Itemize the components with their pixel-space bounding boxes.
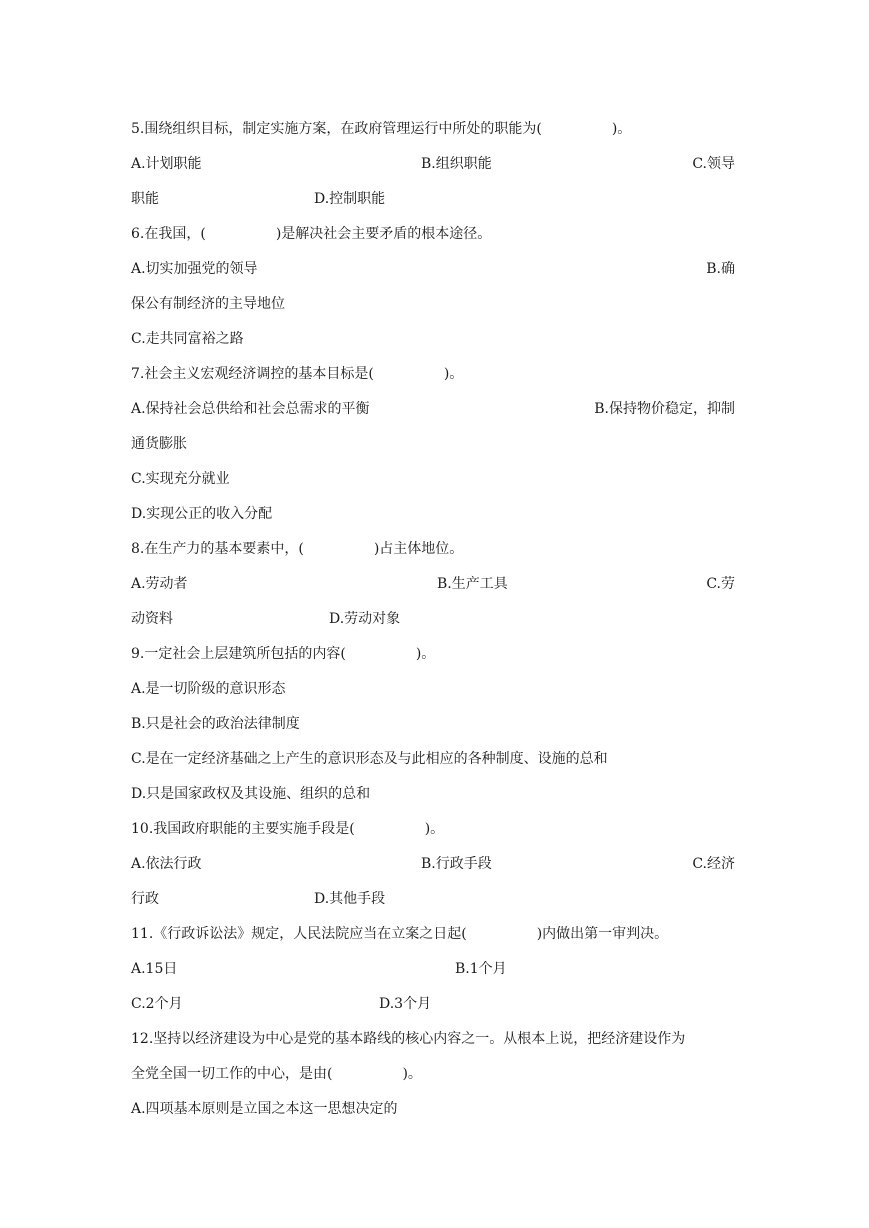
question-7-option-c: C.实现充分就业 [131,471,230,487]
question-7-option-b-continued: 通货膨胀 [131,436,187,452]
option-b: B.生产工具 [437,576,508,592]
question-5-options-row-2 [131,187,741,211]
option-d: D.劳动对象 [329,611,401,627]
question-7-options-row-1 [131,397,741,421]
question-6-option-c: C.走共同富裕之路 [131,331,244,347]
option-b: B.保持物价稳定，抑制 [594,401,735,417]
option-b: B.1个月 [455,961,507,977]
question-10-stem: 10.我国政府职能的主要实施手段是( )。 [131,821,445,837]
question-5-stem: 5.围绕组织目标，制定实施方案，在政府管理运行中所处的职能为( )。 [131,121,632,137]
option-b: B.组织职能 [421,156,492,172]
question-5-options-row-1 [131,152,741,176]
question-8-options-row-2 [131,607,741,631]
question-7-option-d: D.实现公正的收入分配 [131,506,273,522]
question-6-stem: 6.在我国，( )是解决社会主要矛盾的根本途径。 [131,226,492,242]
question-12-option-a: A.四项基本原则是立国之本这一思想决定的 [131,1101,398,1117]
option-a: A.15日 [131,961,178,977]
question-12-stem-line-1: 12.坚持以经济建设为中心是党的基本路线的核心内容之一。从根本上说，把经济建设作为 [131,1031,686,1047]
option-c-continued: 动资料 [131,611,173,627]
option-c-continued: 行政 [131,891,159,907]
question-11-options-row-2 [131,992,741,1016]
question-7-stem: 7.社会主义宏观经济调控的基本目标是( )。 [131,366,464,382]
option-c: C.领导 [692,156,735,172]
question-9-option-d: D.只是国家政权及其设施、组织的总和 [131,786,371,802]
question-11-options-row-1 [131,957,741,981]
question-10-options-row-1 [131,852,741,876]
option-b: B.行政手段 [421,856,492,872]
option-c-continued: 职能 [131,191,159,207]
option-d: D.控制职能 [314,191,386,207]
option-b: B.确 [706,261,735,277]
option-c: C.劳 [706,576,735,592]
option-d: D.3个月 [379,996,432,1012]
question-9-stem: 9.一定社会上层建筑所包括的内容( )。 [131,646,436,662]
option-a: A.劳动者 [131,576,188,592]
option-c: C.2个月 [131,996,183,1012]
question-9-option-a: A.是一切阶级的意识形态 [131,681,286,697]
question-8-options-row-1 [131,572,741,596]
option-a: A.保持社会总供给和社会总需求的平衡 [131,401,370,417]
question-6-option-b-continued: 保公有制经济的主导地位 [131,296,285,312]
option-d: D.其他手段 [314,891,386,907]
question-6-options-row-1 [131,257,741,281]
question-11-stem: 11.《行政诉讼法》规定，人民法院应当在立案之日起( )内做出第一审判决。 [131,926,669,942]
option-c: C.经济 [692,856,735,872]
question-10-options-row-2 [131,887,741,911]
option-a: A.计划职能 [131,156,202,172]
question-9-option-b: B.只是社会的政治法律制度 [131,716,300,732]
option-a: A.依法行政 [131,856,202,872]
question-9-option-c: C.是在一定经济基础之上产生的意识形态及与此相应的各种制度、设施的总和 [131,751,608,767]
question-12-stem-line-2: 全党全国一切工作的中心，是由( )。 [131,1066,422,1082]
question-8-stem: 8.在生产力的基本要素中，( )占主体地位。 [131,541,464,557]
option-a: A.切实加强党的领导 [131,261,258,277]
